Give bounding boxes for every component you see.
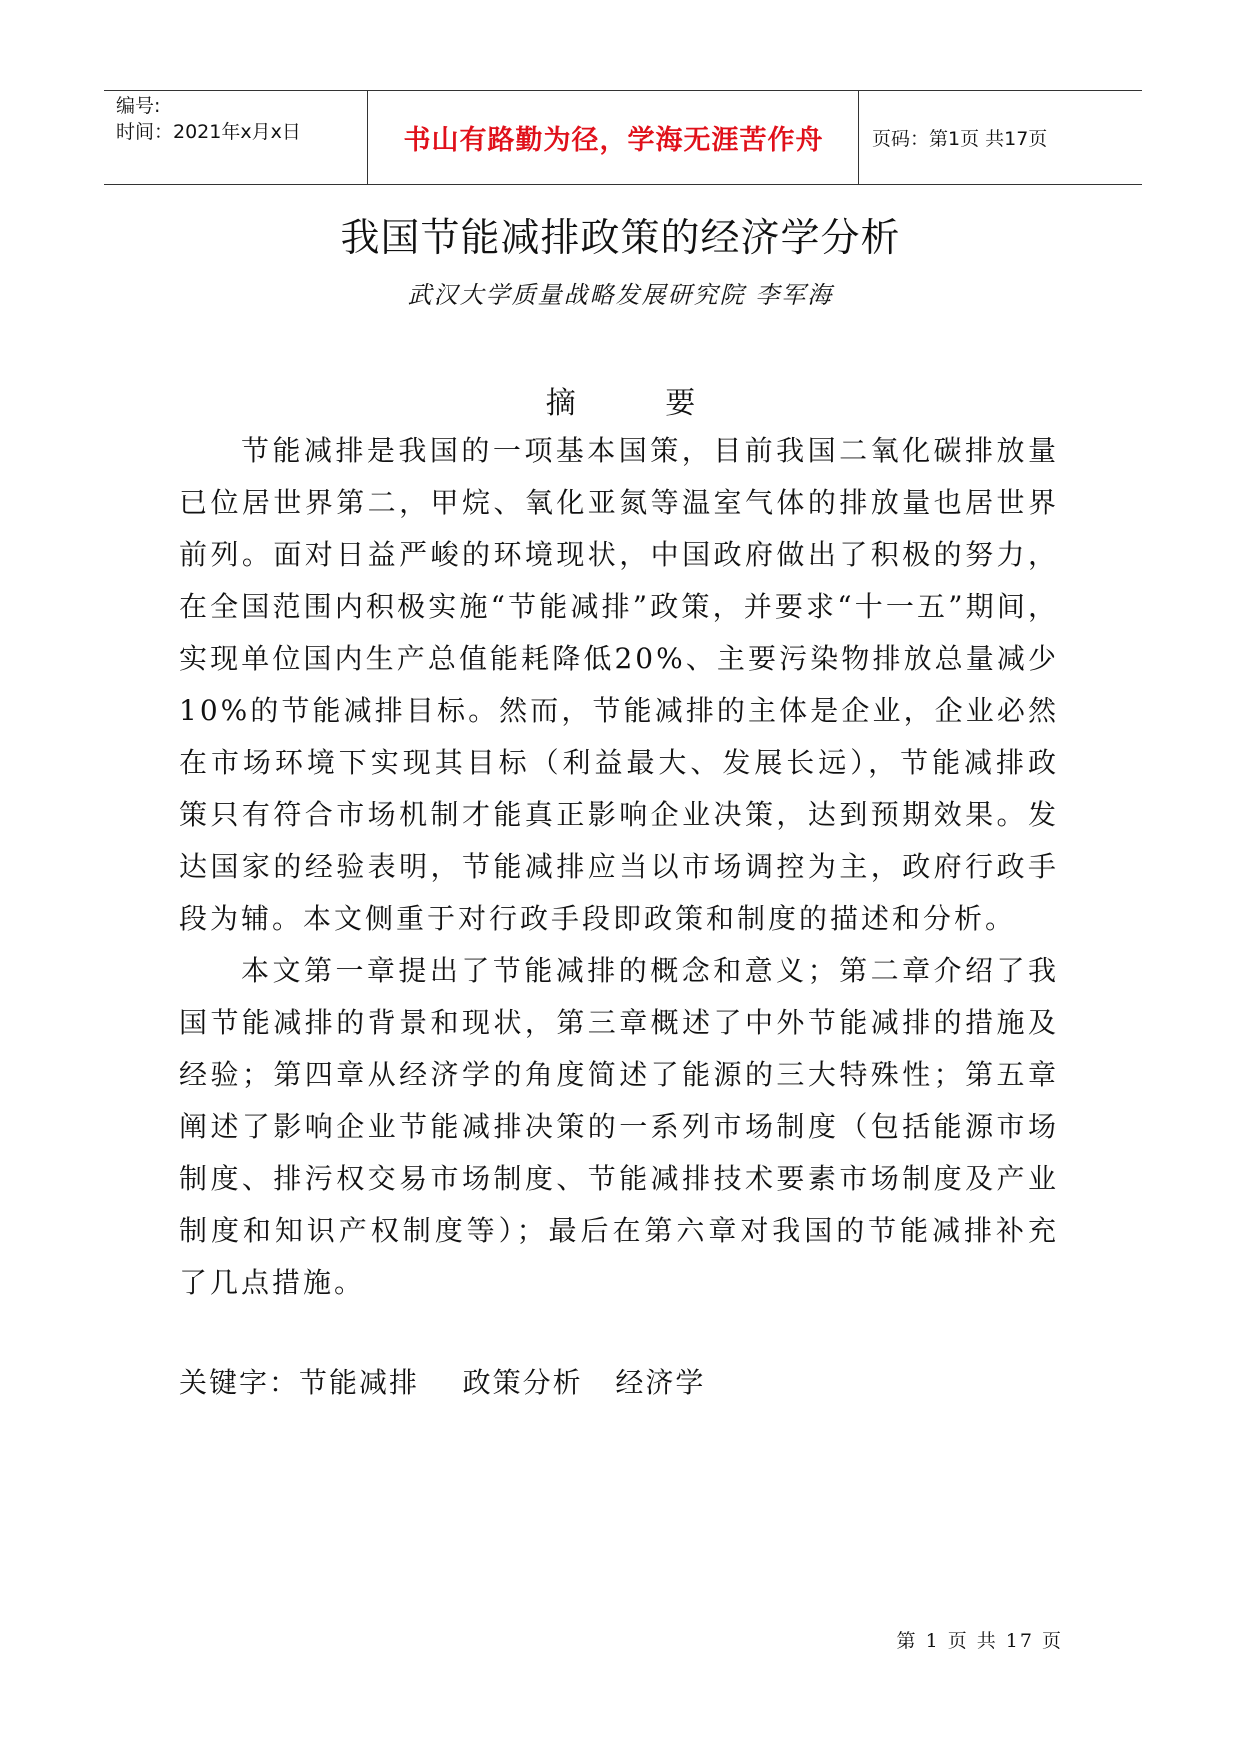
date-line: 时间：2021年x月x日 [116,121,301,143]
author-affiliation: 武汉大学质量战略发展研究院 李军海 [407,281,834,309]
keywords-label: 关键字： [179,1366,300,1399]
document-title: 我国节能减排政策的经济学分析 [340,216,901,261]
header-meta [116,91,364,184]
abstract-body [179,425,1059,1309]
header-divider [858,91,859,184]
abstract-paragraph: 本文第一章提出了节能减排的概念和意义；第二章介绍了我国节能减排的背景和现状，第三章概述了中外节能减排的措施及经验；第四章从经济学的角度简述了能源的三大特殊性；第五章阐述了影响企业节能减排决策的一系列市场制度（包括能源市场制度、排污权交易市场制度、节能减排技术要素市场制度及产业制度和知识产权制度等）；最后在第六章对我国的节能减排补充了几点措施。 [179,954,1059,1299]
abstract-heading: 摘 要 [545,386,736,421]
abstract-paragraph: 节能减排是我国的一项基本国策，目前我国二氧化碳排放量已位居世界第二，甲烷、氧化亚氮等温室气体的排放量也居世界前列。面对日益严峻的环境现状，中国政府做出了积极的努力，在全国范围内积极实施“节能减排”政策，并要求“十一五”期间，实现单位国内生产总值能耗降低20%、主要污染物排放总量减少10%的节能减排目标。然而，节能减排的主体是企业，企业必然在市场环境下实现其目标（利益最大、发展长远），节能减排政策只有符合市场机制才能真正影响企业决策，达到预期效果。发达国家的经验表明，节能减排应当以市场调控为主，政府行政手段为辅。本文侧重于对行政手段即政策和制度的描述和分析。 [179,434,1059,935]
page-footer: 第 1 页 共 17 页 [896,1630,1063,1652]
document-header [104,90,1142,185]
header-page-info: 页码：第1页 共17页 [872,128,1048,150]
header-motto: 书山有路勤为径，学海无涯苦作舟 [403,125,824,156]
keywords-line [179,1357,1059,1409]
serial-label: 编号: [116,95,161,117]
keywords-list: 节能减排 政策分析 经济学 [299,1366,706,1399]
header-divider [367,91,368,184]
